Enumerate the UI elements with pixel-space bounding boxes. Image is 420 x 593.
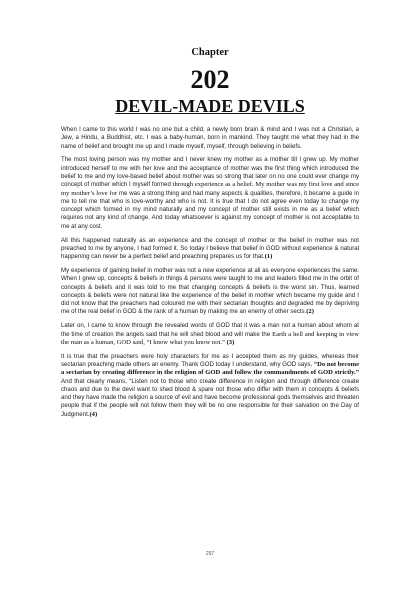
- paragraph-3: [61, 237, 359, 262]
- paragraph-text-serif: Earth a hell and keeping in view the man as a human, GOD said, “I know what you know not.”: [61, 330, 359, 346]
- page-number: 297: [205, 551, 215, 557]
- quoted-commandment: “Do not become a sectarian by creating difference in the religion of GOD and follow the commandments of GOD strictly.”: [61, 360, 359, 377]
- paragraph-text: The most loving person was my mother and I never knew my mother as a mother till I grew up. My mother introduced herself to me with her love and the acceptance of mother was the first thing which introduced the belief to me and my love-based belief about mother was so strong that later on no one could ever change my concept of mother which I myself formed: [61, 156, 359, 189]
- footnote-ref: (4): [89, 410, 98, 418]
- paragraph-text: My experience of gaining belief in mother was not a new experience at all as everyone experiences the same. When I grew up, concepts & beliefs in things & persons were taught to me and leaders filled me in the orbit of concepts & beliefs and it was told to me that changing concepts & beliefs is the worst sin. Thus, learned concepts & beliefs were not natural like the experience of the belief in mother which became my guide and I did not know that the preachers had coloured me with their sectarian thoughts and degraded me by depriving me of the real belief in GOD & the rank of a human by making me an enemy of other sects.: [61, 266, 359, 316]
- chapter-label: Chapter: [191, 47, 229, 58]
- paragraph-2: [61, 156, 359, 231]
- paragraph-text: All this happened naturally as an experience and the concept of mother or the belief in mother was not preached to me by anyone, I had formed it. So today I believe that belief in GOD without experience & natural happening can never be a perfect belief and preaching prepares us for that.: [61, 236, 359, 261]
- paragraph-4: [61, 267, 359, 317]
- chapter-number: 202: [190, 65, 230, 94]
- chapter-body: [61, 126, 359, 425]
- paragraph-text: Later on, I came to know through the revealed words of GOD that it was a man not a human about whom at the time of creation the angels said that he will shed blood and will make the: [61, 322, 359, 338]
- paragraph-text: When I came to this world I was no one but a child, a newly born brain & mind and I was not a Christian, a Jew, a Hindu, a Buddhist, etc. I was a baby-human, born in mankind. They taught me what they had in the name of belief and brought me up and I made myself, myself, through believing in beliefs.: [61, 126, 359, 150]
- paragraph-5: [61, 322, 359, 347]
- paragraph-text-serif: through experience as a belief. My mother was my first love and since my mother’s love for: [61, 181, 359, 197]
- paragraph-text: me was a strong thing and had many aspects & qualities, therefore, it became a guide in me to tell me that who is love-worthy and who is not. It is true that I do not agree even today to change my concept which formed in my mind naturally and my concept of mother still exists in me as a belief which requires not any kind of change. And today whatsoever is against my concept of mother is not acceptable to me at any cost.: [61, 189, 360, 230]
- paragraph-6: [61, 353, 359, 419]
- chapter-title: DEVIL-MADE DEVILS: [115, 96, 305, 116]
- footnote-ref: (3): [226, 338, 235, 346]
- paragraph-text: And that clearly means, “Listen not to those who create difference in religion and through difference create chaos and due to the devil want to shed blood & spare not those who differ with them in concepts & beliefs and they have made the religion a source of evil and have become professional gods themselves and threaten people that if the people will not follow them they will be no one responsible for their salvation on the Day of Judgment.: [61, 377, 359, 418]
- paragraph-1: [61, 126, 359, 151]
- footnote-ref: (2): [306, 308, 314, 316]
- footnote-ref: (1): [264, 253, 273, 261]
- paragraph-text: It is true that the preachers were holy characters for me as I accepted them as my guides, whereas their sectarian preaching made others an enemy. Thank GOD today I understand, why GOD says,: [61, 352, 359, 368]
